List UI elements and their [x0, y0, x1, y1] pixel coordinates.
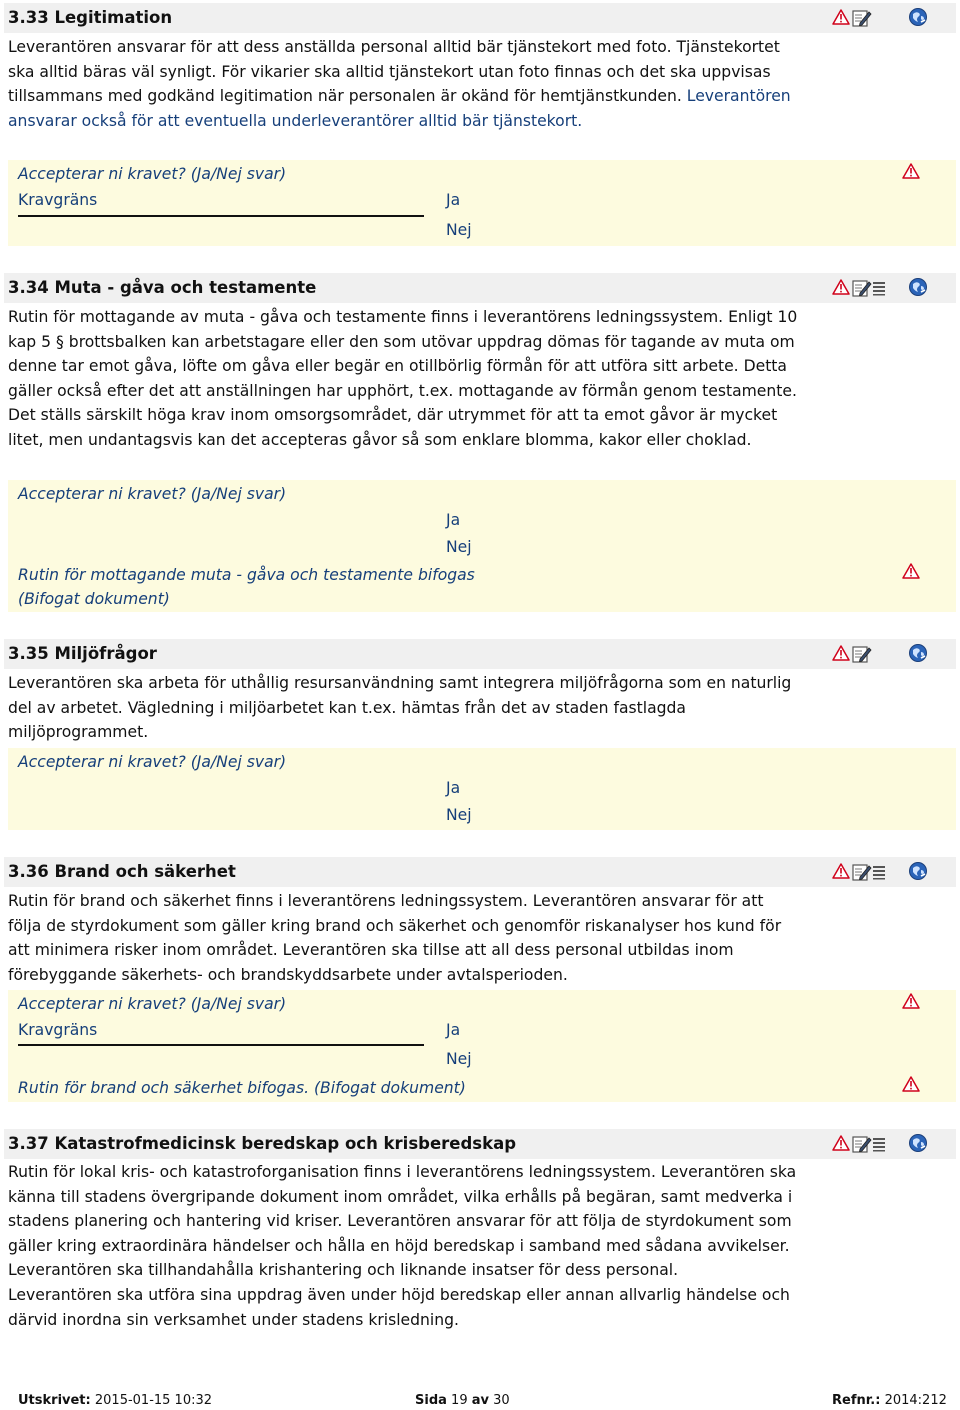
printed-value: 2015-01-15 10:32: [94, 1393, 213, 1408]
section-header: [4, 3, 956, 33]
list-icon[interactable]: [872, 280, 886, 296]
requirement-text: Rutin för brand och säkerhet finns i leverantörens ledningssystem. Leverantören ansvarar för att följa de styrdokument som gäller kring brand och säkerhet och genomför riskanalyser hos kund för att minimera risker inom området. Leverantören ska tillse att all dess personal utbildas inom förebyggande säkerhets- och brandskyddsarbete under avtalsperioden.: [8, 892, 782, 984]
section-title: 3.34 Muta - gåva och testamente: [8, 278, 317, 297]
section-actions: [832, 1135, 952, 1155]
answer-box: [8, 748, 956, 830]
edit-icon[interactable]: [852, 645, 872, 663]
option-no[interactable]: Nej: [446, 538, 472, 556]
question-label: Accepterar ni kravet? (Ja/Nej svar): [18, 995, 287, 1013]
printed-label: Utskrivet:: [18, 1393, 91, 1408]
section-header: [4, 1129, 956, 1159]
globe-icon[interactable]: [908, 643, 928, 663]
option-yes[interactable]: Ja: [446, 779, 461, 797]
section-header: [4, 273, 956, 303]
warning-icon[interactable]: [902, 1076, 920, 1096]
globe-icon[interactable]: [908, 7, 928, 27]
answer-box: [8, 990, 956, 1102]
requirement-text-highlight: Leverantören ansvarar också för att eventuella underleverantörer alltid bär tjänstekort.: [8, 87, 791, 130]
page-label: Sida: [415, 1393, 447, 1408]
requirement-text: Rutin för mottagande av muta - gåva och testamente finns i leverantörens ledningssystem. Enligt 10 kap 5 § brottsbalken kan arbetstagare eller den som utövar uppdrag dömas för tagande av muta om denne tar emot gåva, löfte om gåva eller begär en otillbörlig förmån för att utföra sitt arbete. Detta gäller också efter det att anställningen har upphört, t.ex. mottagande av förmån genom testamente. Det ställs särskilt höga krav inom omsorgsområdet, där utrymmet för att ta emot gåvor är mycket litet, men undantagsvis kan det accepteras gåvor så som enklare blomma, kakor eller choklad.: [8, 308, 798, 449]
option-no[interactable]: Nej: [446, 1050, 472, 1068]
section-title: 3.37 Katastrofmedicinsk beredskap och krisberedskap: [8, 1134, 517, 1153]
requirement-text-2: Leverantören ska utföra sina uppdrag även under höjd beredskap eller annan allvarlig händelse och därvid inordna sin verksamhet under stadens krisledning.: [8, 1285, 790, 1329]
warning-icon[interactable]: [832, 1135, 850, 1151]
section-title: 3.33 Legitimation: [8, 8, 173, 27]
option-no[interactable]: Nej: [446, 221, 472, 239]
attachment-label: Rutin för mottagande muta - gåva och testamente bifogas: [18, 566, 475, 584]
page-current: 19: [451, 1393, 468, 1408]
option-no[interactable]: Nej: [446, 806, 472, 824]
section-actions: [832, 645, 952, 665]
edit-icon[interactable]: [852, 279, 872, 297]
ref-value: 2014:212: [884, 1393, 947, 1408]
requirement-text: Rutin för lokal kris- och katastroforganisation finns i leverantörens ledningssystem. Leverantören ska känna till stadens övergripande dokument inom området, vilka erhålls på begäran, samt medverka i stadens planering och hantering vid kriser. Leverantören ansvarar för att följa de styrdokument som gäller kring extraordinära händelser och hålla en höjd beredskap i samband med sådana avvikelser. Leverantören ska tillhandahålla krishantering och liknande insatser för dess personal.: [8, 1163, 797, 1280]
warning-icon[interactable]: [832, 9, 850, 25]
limit-label: Kravgräns: [18, 191, 98, 209]
limit-underline: [18, 1044, 424, 1046]
section-actions: [832, 863, 952, 883]
globe-icon[interactable]: [908, 1133, 928, 1153]
list-icon[interactable]: [872, 864, 886, 880]
edit-icon[interactable]: [852, 863, 872, 881]
globe-icon[interactable]: [908, 277, 928, 297]
section-text: [8, 305, 798, 453]
section-actions: [832, 9, 952, 29]
globe-icon[interactable]: [908, 861, 928, 881]
ref-label: Refnr.:: [832, 1393, 881, 1408]
section-text: [8, 1160, 798, 1332]
edit-icon[interactable]: [852, 9, 872, 27]
section-header: [4, 639, 956, 669]
answer-box: [8, 480, 956, 612]
section-actions: [832, 279, 952, 299]
printed-info: [18, 1393, 212, 1408]
attachment-label[interactable]: Rutin för brand och säkerhet bifogas. (Bifogat dokument): [18, 1079, 466, 1097]
page-of: av: [471, 1393, 489, 1408]
option-yes[interactable]: Ja: [446, 1021, 461, 1039]
option-yes[interactable]: Ja: [446, 191, 461, 209]
limit-underline: [18, 215, 424, 217]
question-label: Accepterar ni kravet? (Ja/Nej svar): [18, 485, 287, 503]
page-number: [415, 1393, 510, 1408]
warning-icon[interactable]: [902, 993, 920, 1013]
list-icon[interactable]: [872, 1136, 886, 1152]
page-total: 30: [493, 1393, 510, 1408]
warning-icon[interactable]: [832, 645, 850, 661]
requirement-text: Leverantören ska arbeta för uthållig resursanvändning samt integrera miljöfrågorna som en naturlig del av arbetet. Vägledning i miljöarbetet kan t.ex. hämtas från det av staden fastlagda miljöprogrammet.: [8, 674, 792, 742]
answer-box: [8, 160, 956, 246]
requirement-text: Leverantören ansvarar för att dess anställda personal alltid bär tjänstekort med foto. Tjänstekortet ska alltid bäras väl synligt. För vikarier ska alltid tjänstekort utan foto finnas och det ska uppvisas tillsammans med godkänd legitimation när personalen är okänd för hemtjänstkunden.: [8, 38, 780, 106]
reference-number: [832, 1393, 947, 1408]
section-header: [4, 857, 956, 887]
section-title: 3.36 Brand och säkerhet: [8, 862, 236, 881]
option-yes[interactable]: Ja: [446, 511, 461, 529]
section-title: 3.35 Miljöfrågor: [8, 644, 157, 663]
question-label: Accepterar ni kravet? (Ja/Nej svar): [18, 753, 287, 771]
attachment-note[interactable]: (Bifogat dokument): [18, 590, 170, 608]
limit-label: Kravgräns: [18, 1021, 98, 1039]
warning-icon[interactable]: [832, 279, 850, 295]
section-text: [8, 671, 798, 745]
section-text: [8, 889, 798, 987]
question-label: Accepterar ni kravet? (Ja/Nej svar): [18, 165, 287, 183]
warning-icon[interactable]: [902, 563, 920, 583]
section-text: [8, 35, 798, 133]
warning-icon[interactable]: [832, 863, 850, 879]
edit-icon[interactable]: [852, 1135, 872, 1153]
warning-icon[interactable]: [902, 163, 920, 183]
